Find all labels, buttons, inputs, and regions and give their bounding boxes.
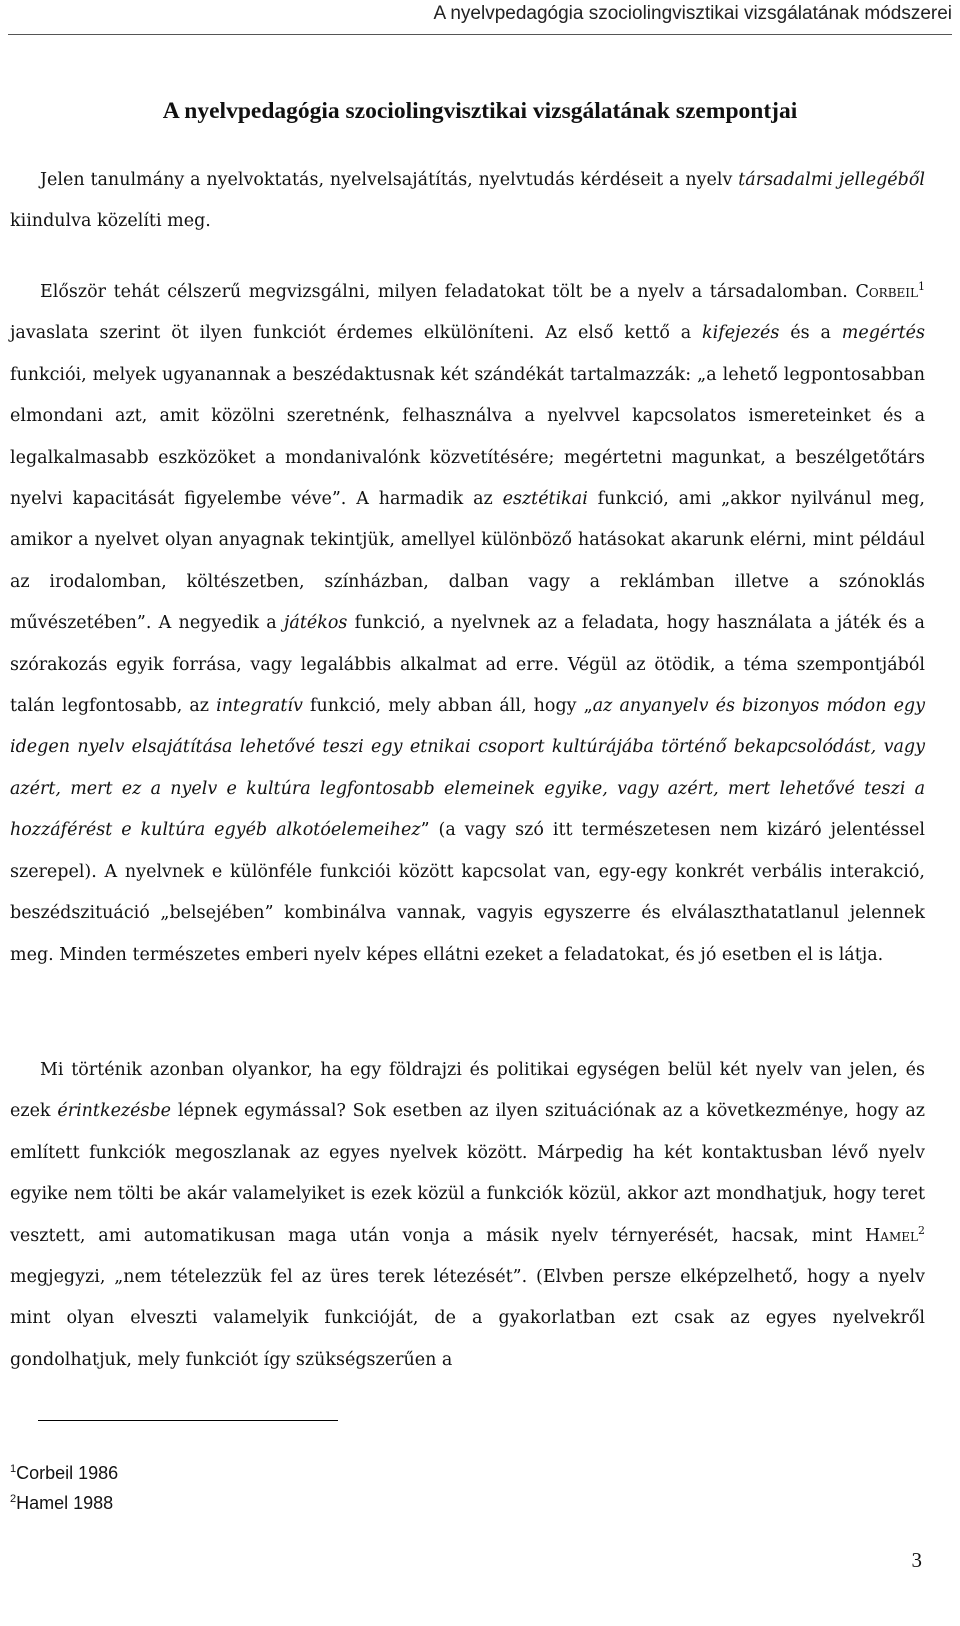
text-run: kiindulva közelíti meg. <box>10 211 211 232</box>
text-run: funkció, mely abban áll, hogy „ <box>302 696 593 717</box>
emphasis: megértés <box>841 323 925 344</box>
footnote-ref[interactable]: 1 <box>918 280 925 294</box>
emphasis: társadalmi jellegéből <box>738 170 925 190</box>
text-run: megjegyzi, „nem tételezzük fel az üres terek létezését”. (Elvben persze elképzelhető, hogy a nyelv mint olyan elveszti valamelyik funkcióját, de a gyakorlatban ezt csak az egyes nyelvekről gondolhatjuk, mely funkciót így szükségszerűen a <box>10 1267 925 1370</box>
text-run: ” (a vagy szó itt természetesen nem kizáró jelentéssel szerepel). A nyelvnek e különféle funkciói között kapcsolat van, egy-egy konkrét verbális interakció, beszédszituáció „belsejében” kombinálva vannak, vagyis egyszerre és elválaszthatatlanul jelennek meg. Minden természetes emberi nyelv képes ellátni ezeket a feladatokat, és jó esetben el is látja. <box>10 820 925 965</box>
footnote <box>10 1491 113 1515</box>
text-run: funkciói, melyek ugyanannak a beszédaktusnak két szándékát tartalmazzák: „a lehető legpontosabban elmondani azt, amit közölni szeretnénk, felhasználva a nyelvvel kapcsolatos ismereteinket és a legalkalmasabb eszközöket a mondanivalónk közvetítésére; megértetni magunkat, a beszélgetőtárs nyelvi kapacitását figyelembe véve”. A harmadik az <box>10 364 925 510</box>
text-run: és a <box>779 323 842 344</box>
emphasis: érintkezésbe <box>57 1101 172 1122</box>
emphasis: esztétikai <box>502 489 588 510</box>
text-run: Először tehát célszerű megvizsgálni, milyen feladatokat tölt be a nyelv a társadalomban. <box>40 282 856 302</box>
text-run: lépnek egymással? Sok esetben az ilyen szituációnak az a következménye, hogy az említett funkciók megoszlanak az egyes nyelvek között. Márpedig ha két kontaktusban lévő nyelv egyike nem tölti be akár valamelyiket is ezek közül a funkciók közül, akkor azt mondhatjuk, hogy teret vesztett, ami automatikusan maga után vonja a másik nyelv térnyerését, hacsak, mint <box>10 1101 925 1246</box>
footnote-separator <box>38 1420 338 1421</box>
footnote-ref[interactable]: 2 <box>918 1223 925 1237</box>
text-run: Mi történik azonban olyankor, ha egy földrajzi és politikai egységen belül két nyelv van jelen, és ezek <box>10 1060 925 1122</box>
footnote <box>10 1461 118 1485</box>
paragraph-functions <box>10 272 925 976</box>
footnote-text: Hamel 1988 <box>16 1493 114 1513</box>
footnote-number: 2 <box>10 1493 17 1505</box>
text-run: funkció, a nyelvnek az a feladata, hogy használata a játék és a szórakozás egyik forrása, vagy legalábbis alkalmat ad erre. Végül az ötödik, a téma szempontjából talán legfontosabb, az <box>10 613 925 717</box>
page-number: 3 <box>911 1548 922 1572</box>
text-run: funkció, ami „akkor nyilvánul meg, amikor a nyelvet olyan anyagnak tekintjük, amellyel különböző hatásokat akarunk elérni, mint például az irodalomban, költészetben, színházban, dalban vagy a reklámban illetve a szónoklás művészetében”. A negyedik a <box>10 489 925 634</box>
emphasis: játékos <box>284 613 348 634</box>
section-title: A nyelvpedagógia szociolingvisztikai vizsgálatának szempontjai <box>162 98 798 124</box>
author-name: Hamel <box>865 1225 918 1246</box>
paragraph-contact <box>10 1050 925 1381</box>
emphasis-quote: az anyanyelv és bizonyos módon egy idegen nyelv elsajátítása lehetővé teszi egy etnikai csoport kultúrájába történő bekapcsolódást, vagy azért, mert ez a nyelv e kultúra legfontosabb elemeinek egyike, vagy azért, mert lehetővé teszi a hozzáférést e kultúra egyéb alkotóelemeihez <box>10 696 926 841</box>
footnote-text: Corbeil 1986 <box>16 1463 119 1483</box>
running-head: A nyelvpedagógia szociolingvisztikai vizsgálatának módszerei <box>8 0 952 35</box>
text-run: javaslata szerint öt ilyen funkciót érdemes elkülöníteni. Az első kettő a <box>10 323 703 344</box>
footnote-number: 1 <box>10 1463 17 1475</box>
paragraph-intro <box>10 160 925 243</box>
emphasis: kifejezés <box>702 323 780 344</box>
author-name: Corbeil <box>855 282 918 302</box>
text-run: Jelen tanulmány a nyelvoktatás, nyelvelsajátítás, nyelvtudás kérdéseit a nyelv <box>40 170 739 190</box>
emphasis: integratív <box>216 696 303 717</box>
